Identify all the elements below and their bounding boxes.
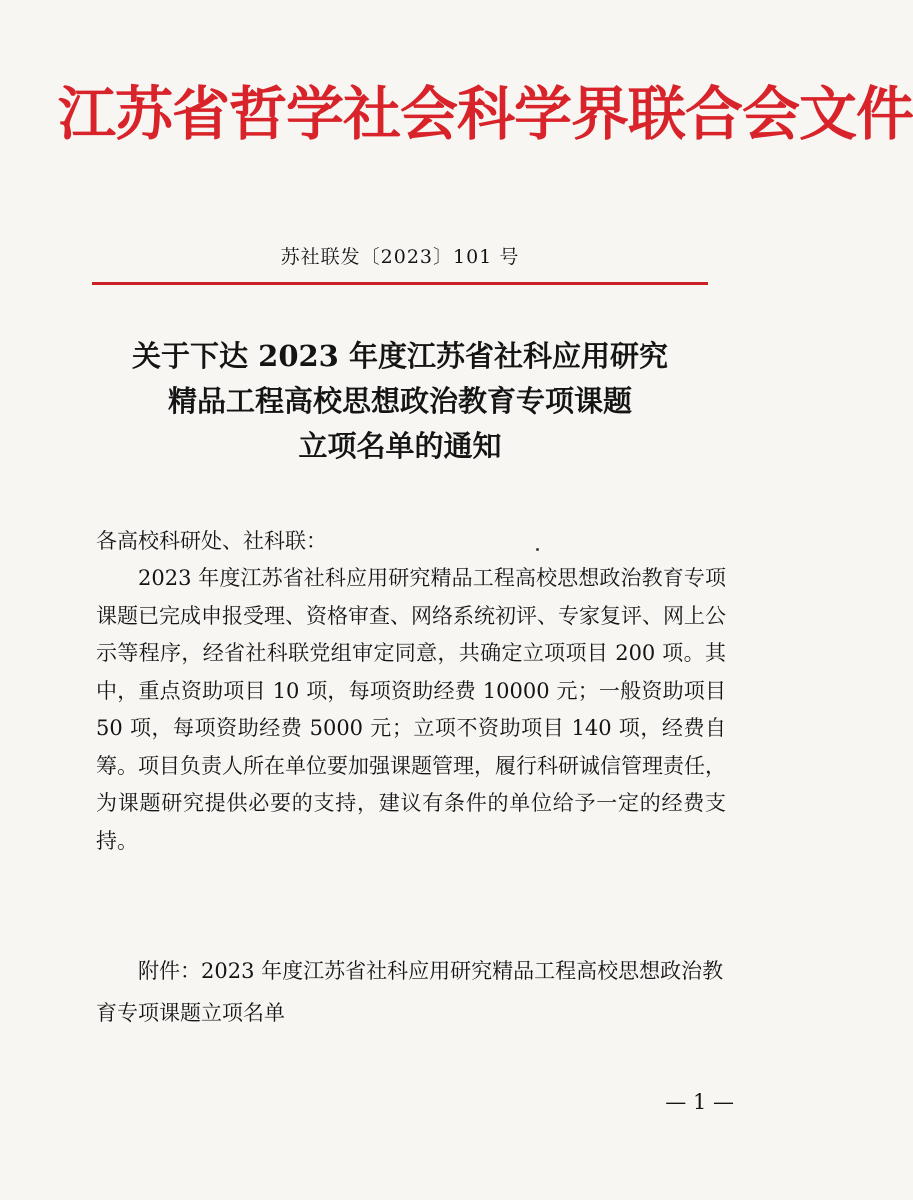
- stray-ink-mark: [536, 548, 539, 551]
- page-number: — 1 —: [665, 1090, 734, 1114]
- red-divider-line: [92, 282, 708, 285]
- notice-title: [0, 334, 800, 469]
- document-number: 苏社联发〔2023〕101 号: [280, 246, 520, 268]
- notice-title-line-1: 关于下达 2023 年度江苏省社科应用研究: [132, 339, 668, 373]
- notice-title-line-3: 立项名单的通知: [298, 429, 502, 463]
- notice-title-line-2: 精品工程高校思想政治教育专项课题: [167, 384, 632, 418]
- body-paragraph: 2023 年度江苏省社科应用研究精品工程高校思想政治教育专项课题已完成申报受理、资格审查、网络系统初评、专家复评、网上公示等程序，经省社科联党组审定同意，共确定立项项目 200 项。其中，重点资助项目 10 项，每项资助经费 10000 元；一般资助项目 50 项，每项资助经费 5000 元；立项不资助项目 140 项，经费自筹。项目负责人所在单位要加强课题管理，履行科研诚信管理责任，为课题研究提供必要的支持，建议有条件的单位给予一定的经费支持。: [96, 566, 726, 853]
- issuing-authority-title: 江苏省哲学社会科学界联合会文件: [58, 80, 913, 148]
- attachment-note: 附件：2023 年度江苏省社科应用研究精品工程高校思想政治教育专项课题立项名单: [96, 959, 724, 1025]
- salutation: 各高校科研处、社科联：: [96, 529, 327, 553]
